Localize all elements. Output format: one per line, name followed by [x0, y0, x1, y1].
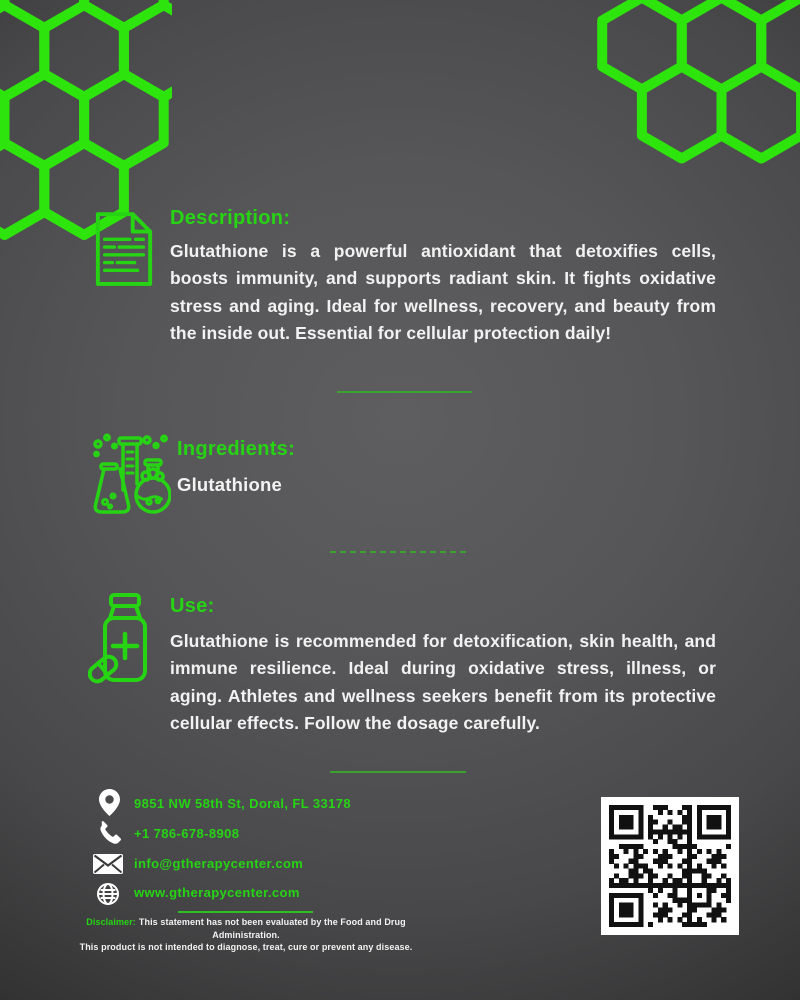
location-pin-icon — [99, 789, 120, 816]
description-body: Glutathione is a powerful antioxidant that detoxifies cells, boosts immunity, and supports radiant skin. It fights oxidative stress and aging. Ideal for wellness, recovery, and beauty from the inside out. Essential for cellular protection daily! — [170, 241, 716, 344]
hexagon-pattern-right — [590, 0, 800, 168]
description-heading: Description: — [170, 207, 291, 229]
ingredients-heading: Ingredients: — [177, 438, 296, 460]
disclaimer — [70, 916, 422, 954]
ingredient-item: Glutathione — [177, 474, 282, 495]
document-icon — [93, 208, 155, 290]
disclaimer-label: Disclaimer: — [86, 917, 136, 927]
envelope-icon — [93, 854, 123, 874]
hexagon-pattern-left — [0, 0, 172, 240]
section-divider — [337, 391, 472, 393]
section-divider — [330, 771, 466, 773]
qr-code-pattern — [609, 805, 731, 927]
globe-icon — [96, 882, 120, 906]
lab-flasks-icon — [91, 432, 171, 524]
use-heading: Use: — [170, 595, 215, 617]
disclaimer-line2: This product is not intended to diagnose, treat, cure or prevent any disease. — [79, 942, 413, 952]
disclaimer-divider — [178, 911, 313, 913]
contact-address: 9851 NW 58th St, Doral, FL 33178 — [134, 796, 352, 811]
medicine-bottle-icon — [88, 592, 164, 686]
section-divider — [330, 551, 466, 553]
use-body: Glutathione is recommended for detoxification, skin health, and immune resilience. Ideal during oxidative stress, illness, or aging. Athletes and wellness seekers benefit from its protective cellular effects. Follow the dosage carefully. — [170, 631, 716, 734]
contact-website: www.gtherapycenter.com — [134, 885, 300, 900]
qr-code — [601, 797, 739, 935]
disclaimer-line1: Disclaimer: This statement has not been evaluated by the Food and Drug Administration. — [86, 917, 406, 940]
contact-email: info@gtherapycenter.com — [134, 856, 304, 871]
contact-phone: +1 786-678-8908 — [134, 826, 240, 841]
phone-icon — [95, 820, 121, 846]
